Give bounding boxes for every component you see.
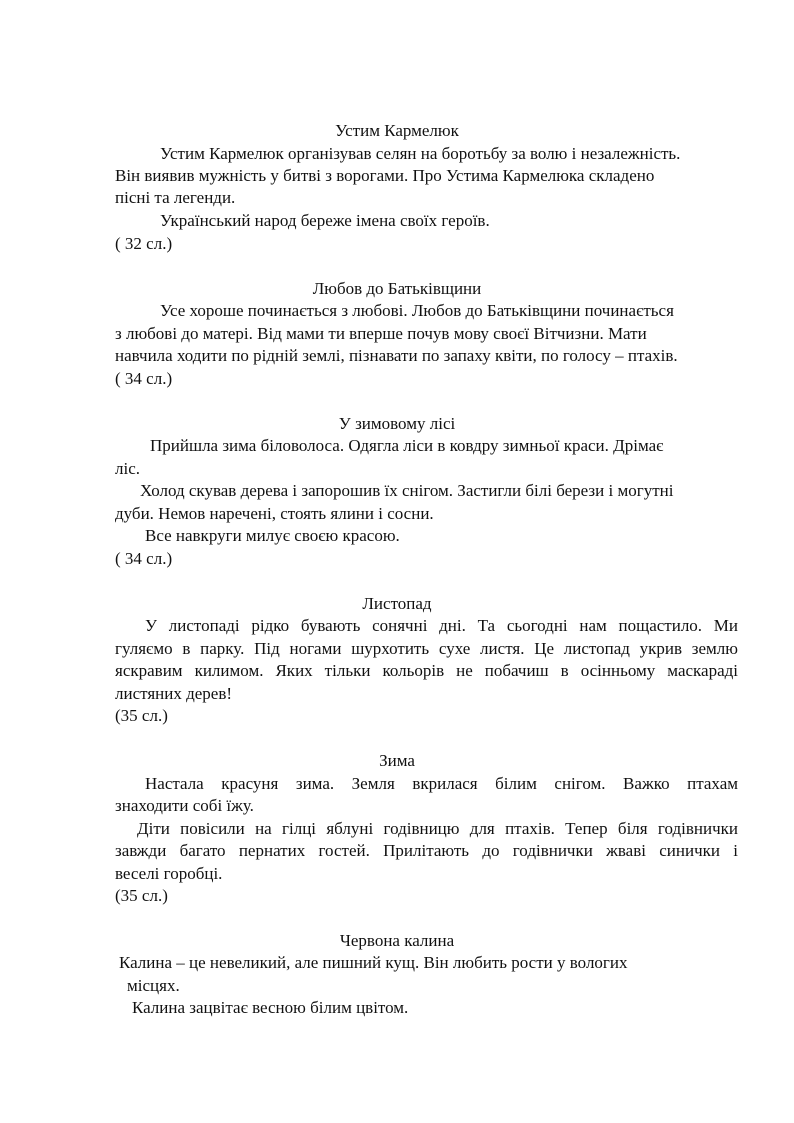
paragraph-line: Прийшла зима біловолоса. Одягла ліси в ковдру зимньої краси. Дрімає (150, 436, 664, 455)
paragraph-line: пісні та легенди. (115, 188, 236, 207)
section-title: Любов до Батьківщини (312, 279, 482, 298)
paragraph-line: Діти повісили на гілці яблуні годівницю для птахів. Тепер біля годівнички (137, 819, 738, 838)
paragraph-line: навчила ходити по рідній землі, пізнавати по запаху квіти, по голосу – птахів. (115, 346, 678, 365)
word-count: (35 сл.) (115, 706, 168, 725)
paragraph-line: Устим Кармелюк організував селян на боротьбу за волю і незалежність. (160, 144, 681, 163)
paragraph-line: листяних дерев! (115, 684, 233, 703)
word-count: ( 34 сл.) (115, 369, 173, 388)
paragraph-line: Настала красуня зима. Земля вкрилася білим снігом. Важко птахам (145, 774, 738, 793)
paragraph-line: Український народ береже імена своїх героїв. (160, 211, 490, 230)
section-title: У зимовому лісі (338, 414, 456, 433)
section-title: Устим Кармелюк (335, 121, 459, 140)
word-count: (35 сл.) (115, 886, 168, 905)
paragraph-line: веселі горобці. (115, 864, 223, 883)
paragraph-line: завжди багато пернатих гостей. Прилітають до годівнички жваві синички і (115, 841, 738, 860)
paragraph-line: Калина зацвітає весною білим цвітом. (132, 998, 409, 1017)
paragraph-line: Холод скував дерева і запорошив їх снігом. Застигли білі берези і могутні (140, 481, 674, 500)
section-title: Зима (379, 751, 415, 770)
paragraph-line: Все навкруги милує своєю красою. (145, 526, 400, 545)
paragraph-line: Калина – це невеликий, але пишний кущ. Він любить рости у вологих (119, 953, 628, 972)
paragraph-line: ліс. (115, 459, 141, 478)
paragraph-line: знаходити собі їжу. (115, 796, 254, 815)
section-title: Листопад (362, 594, 432, 613)
word-count: ( 34 сл.) (115, 549, 173, 568)
section-title: Червона калина (339, 931, 455, 950)
paragraph-line: дуби. Немов наречені, стоять ялини і сосни. (115, 504, 434, 523)
paragraph-line: У листопаді рідко бувають сонячні дні. Та сьогодні нам пощастило. Ми (145, 616, 738, 635)
paragraph-line: гуляємо в парку. Під ногами шурхотить сухе листя. Це листопад укрив землю (115, 639, 738, 658)
paragraph-line: місцях. (127, 976, 180, 995)
word-count: ( 32 сл.) (115, 234, 173, 253)
paragraph-line: Він виявив мужність у битві з ворогами. Про Устима Кармелюка складено (115, 166, 655, 185)
paragraph-line: Усе хороше починається з любові. Любов до Батьківщини починається (160, 301, 674, 320)
paragraph-line: з любові до матері. Від мами ти вперше почув мову своєї Вітчизни. Мати (115, 324, 647, 343)
paragraph-line: яскравим килимом. Яких тільки кольорів не побачиш в осінньому маскараді (115, 661, 738, 680)
